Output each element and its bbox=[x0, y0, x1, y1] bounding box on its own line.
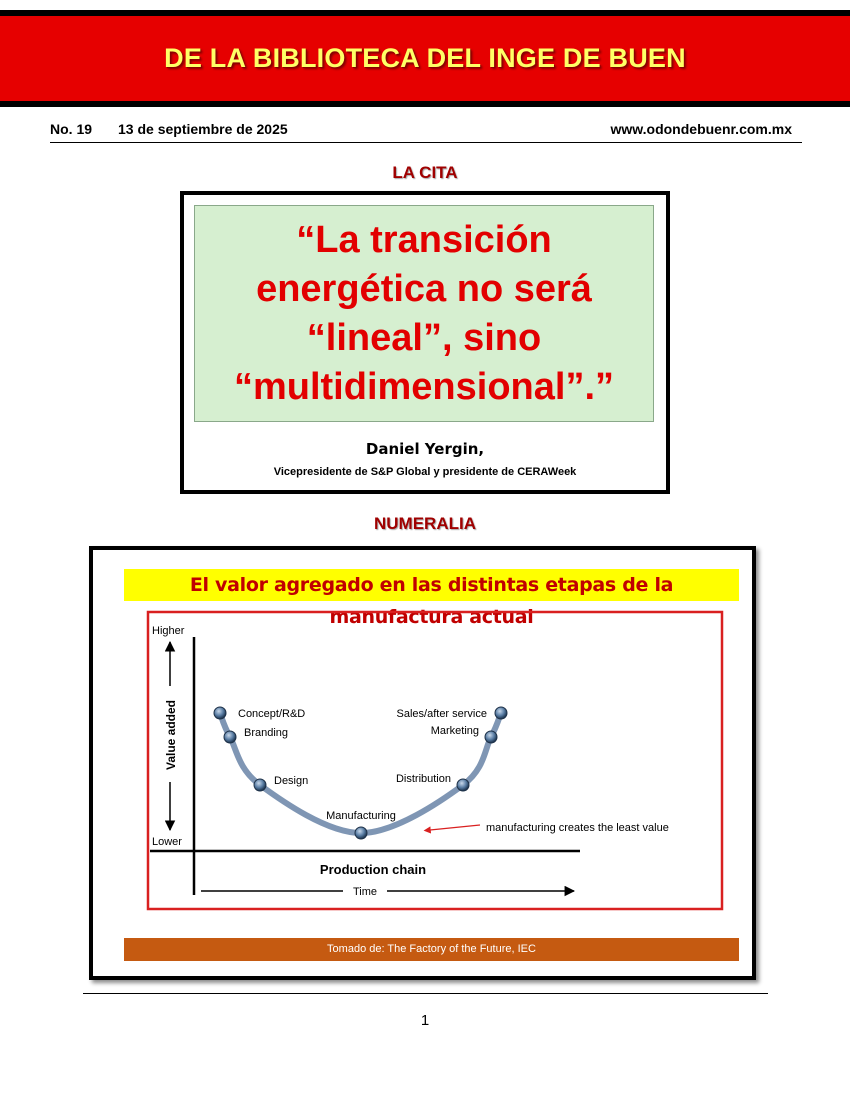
figure-source: Tomado de: The Factory of the Future, IEC bbox=[124, 938, 739, 961]
header-banner bbox=[0, 10, 850, 107]
curve-point-7 bbox=[495, 707, 507, 719]
curve-point-6 bbox=[485, 731, 497, 743]
figure-title: El valor agregado en las distintas etapas de la manufactura actual bbox=[124, 569, 739, 601]
quote-text: “La transición energética no será “lineal”, sino “multidimensional”.” bbox=[233, 218, 615, 408]
quote-box bbox=[194, 205, 654, 422]
quote-author: Daniel Yergin, bbox=[365, 440, 485, 458]
point-label-4: Manufacturing bbox=[326, 810, 396, 822]
issue-info-bar bbox=[50, 120, 802, 143]
issue-number: No. 19 bbox=[50, 121, 93, 137]
annotation-arrow bbox=[430, 825, 480, 830]
page-number: 1 bbox=[420, 1012, 430, 1029]
quote-author-role: Vicepresidente de S&P Global y presidente de CERAWeek bbox=[273, 466, 577, 478]
point-label-6: Marketing bbox=[430, 725, 479, 737]
curve-point-3 bbox=[254, 779, 266, 791]
website-link[interactable]: www.odondebuenr.com.mx bbox=[610, 121, 792, 137]
curve-point-2 bbox=[224, 731, 236, 743]
point-label-3: Design bbox=[274, 775, 309, 787]
quote-card bbox=[180, 191, 670, 494]
smile-curve-chart bbox=[93, 550, 752, 976]
point-label-2: Branding bbox=[244, 727, 289, 739]
y-high-label: Higher bbox=[152, 625, 185, 637]
numeralia-section-heading: NUMERALIA bbox=[374, 514, 476, 533]
annotation-text: manufacturing creates the least value bbox=[486, 822, 669, 834]
curve-point-4 bbox=[355, 827, 367, 839]
time-label: Time bbox=[352, 886, 378, 898]
point-labels bbox=[238, 708, 487, 822]
quote-section-heading: LA CITA bbox=[392, 163, 458, 182]
y-low-label: Lower bbox=[152, 836, 182, 848]
point-label-1: Concept/R&D bbox=[238, 708, 306, 720]
footer-divider bbox=[83, 993, 768, 994]
curve-point-1 bbox=[214, 707, 226, 719]
newsletter-title: DE LA BIBLIOTECA DEL INGE DE BUEN bbox=[164, 43, 686, 73]
point-label-5: Distribution bbox=[395, 773, 451, 785]
chart-frame bbox=[148, 612, 722, 909]
issue-date: 13 de septiembre de 2025 bbox=[118, 121, 288, 137]
x-axis-label: Production chain bbox=[319, 862, 427, 877]
curve-point-5 bbox=[457, 779, 469, 791]
y-axis-label: Value added bbox=[164, 699, 178, 771]
point-label-7: Sales/after service bbox=[396, 708, 487, 720]
numeralia-figure bbox=[89, 546, 756, 980]
